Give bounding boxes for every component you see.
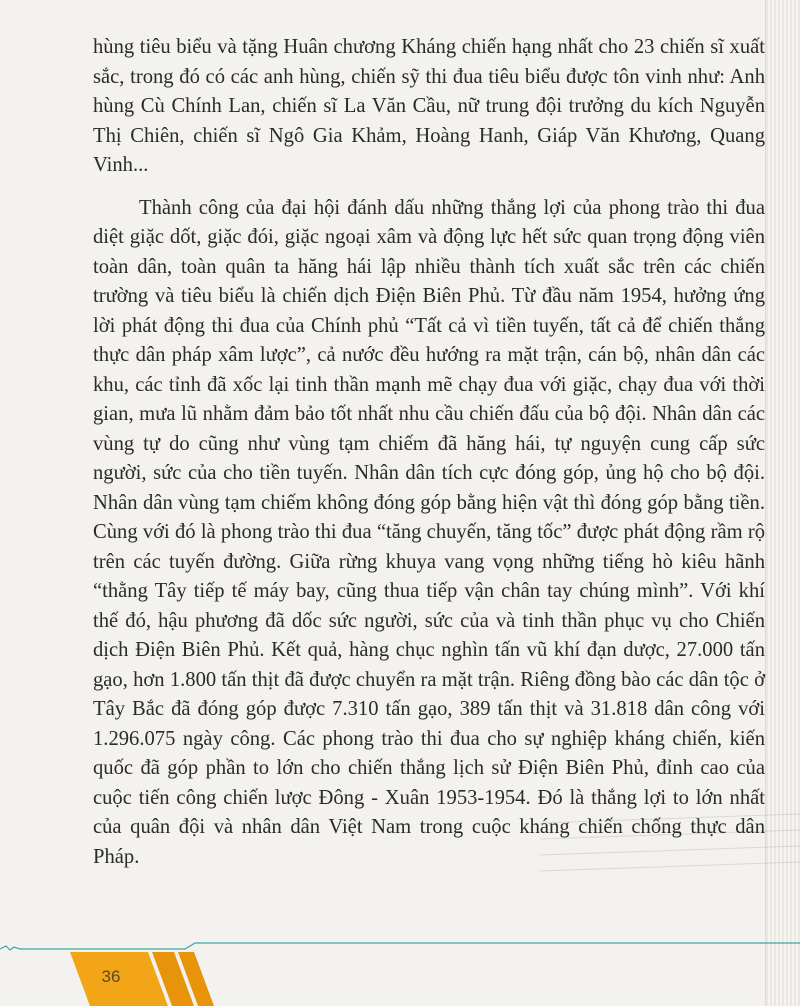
page-stack-edge — [765, 0, 800, 1006]
paragraph-continuation: hùng tiêu biểu và tặng Huân chương Kháng chiến hạng nhất cho 23 chiến sĩ xuất sắc, trong đó có các anh hùng, chiến sỹ thi đua tiêu biểu được tôn vinh như: Anh hùng Cù Chính Lan, chiến sĩ La Văn Cầu, nữ trung đội trưởng du kích Nguyễn Thị Chiên, chiến sĩ Ngô Gia Khảm, Hoàng Hanh, Giáp Văn Khương, Quang Vinh... — [93, 36, 765, 176]
body-text — [93, 33, 765, 872]
page-number: 36 — [101, 967, 121, 986]
paragraph-main: Thành công của đại hội đánh dấu những thắng lợi của phong trào thi đua diệt giặc dốt, giặc đói, giặc ngoại xâm và động lực hết sức quan trọng động viên toàn dân, toàn quân ta hăng hái lập nhiều thành tích xuất sắc trên các chiến trường và tiêu biểu là chiến dịch Điện Biên Phủ. Từ đầu năm 1954, hưởng ứng lời phát động thi đua của Chính phủ “Tất cả vì tiền tuyến, tất cả để chiến thắng thực dân pháp xâm lược”, cả nước đều hướng ra mặt trận, cán bộ, nhân dân các khu, các tỉnh đã xốc lại tinh thần mạnh mẽ chạy đua với giặc, chạy đua với thời gian, mưa lũ nhằm đảm bảo tốt nhất nhu cầu chiến đấu của bộ đội. Nhân dân các vùng tự do cũng như vùng tạm chiếm đã hăng hái, tự nguyện cung cấp sức người, sức của cho tiền tuyến. Nhân dân tích cực đóng góp, ủng hộ cho bộ đội. Nhân dân vùng tạm chiếm không đóng góp bằng hiện vật thì đóng góp bằng tiền. Cùng với đó là phong trào thi đua “tăng chuyến, tăng tốc” được phát động rầm rộ trên các tuyến đường. Giữa rừng khuya vang vọng những tiếng hò kiêu hãnh “thằng Tây tiếp tế máy bay, cũng thua tiếp vận chân tay chúng mình”. Với khí thế đó, hậu phương đã dốc sức người, sức của và tinh thần phục vụ cho Chiến dịch Điện Biên Phủ. Kết quả, hàng chục nghìn tấn vũ khí đạn dược, 27.000 tấn gạo, hơn 1.800 tấn thịt đã được chuyển ra mặt trận. Riêng đồng bào các dân tộc ở Tây Bắc đã đóng góp được 7.310 tấn gạo, 389 tấn thịt và 31.818 dân công với 1.296.075 ngày công. Các phong trào thi đua cho sự nghiệp kháng chiến, kiến quốc đã góp phần to lớn cho chiến thắng lịch sử Điện Biên Phủ, đỉnh cao của cuộc tiến công chiến lược Đông - Xuân 1953-1954. Đó là thắng lợi to lớn nhất của quân đội và nhân dân Việt Nam trong cuộc kháng chiến chống thực dân Pháp. — [93, 196, 765, 868]
